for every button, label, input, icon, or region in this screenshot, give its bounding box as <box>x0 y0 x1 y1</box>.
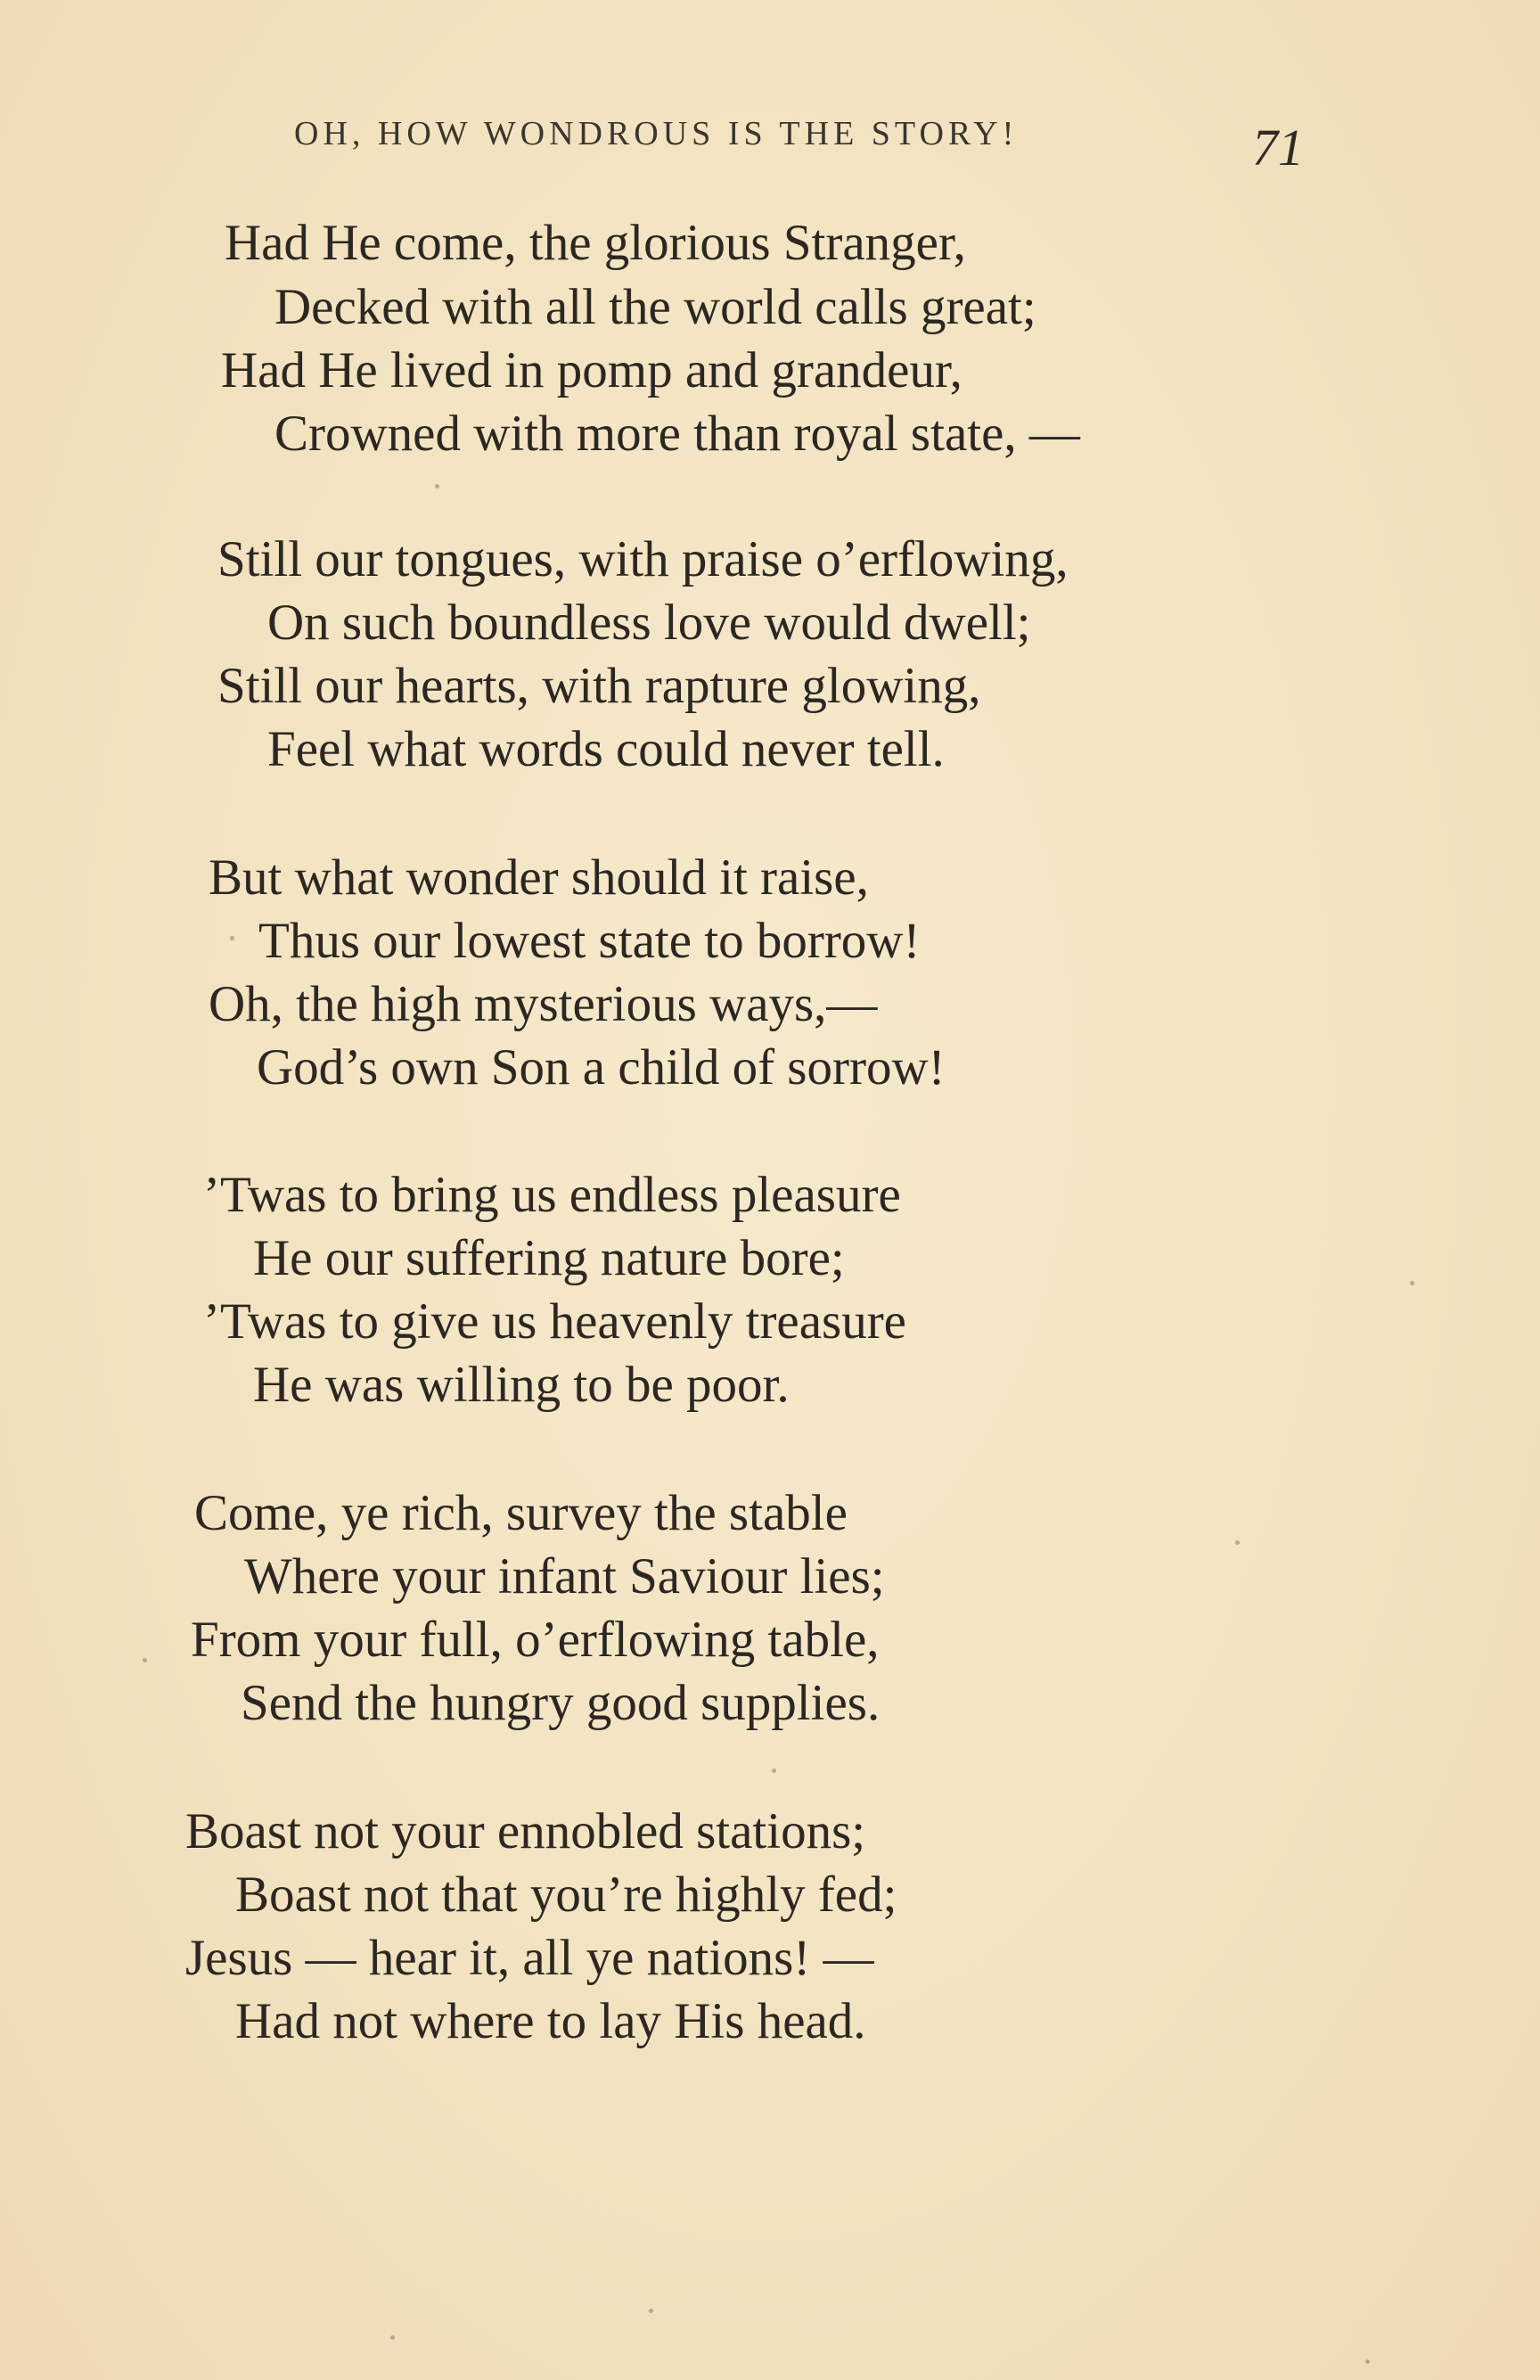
poem-line: Had He lived in pomp and grandeur, <box>221 342 962 398</box>
page-number: 71 <box>1252 119 1304 176</box>
poem-line: He was willing to be poor. <box>253 1357 790 1413</box>
poem-line: But what wonder should it raise, <box>209 849 869 906</box>
paper-speck <box>1235 1540 1240 1545</box>
poem-line: From your full, o’erflowing table, <box>191 1612 880 1668</box>
poem-line: He our suffering nature bore; <box>253 1230 845 1286</box>
poem-line: Had not where to lay His head. <box>235 1993 866 2049</box>
running-head: OH, HOW WONDROUS IS THE STORY! <box>294 115 1019 152</box>
poem-line: ’Twas to give us heavenly treasure <box>203 1293 906 1350</box>
poem-line: Decked with all the world calls great; <box>274 279 1036 335</box>
poem-line: Send the hungry good supplies. <box>241 1675 881 1731</box>
paper-speck <box>230 936 234 940</box>
poem-line: Thus our lowest state to borrow! <box>258 913 921 969</box>
poem-line: On such boundless love would dwell; <box>267 595 1031 651</box>
poem-line: Oh, the high mysterious ways,— <box>209 976 878 1032</box>
poem-line: Boast not your ennobled stations; <box>185 1803 866 1859</box>
poem-line: Boast not that you’re highly fed; <box>235 1867 897 1923</box>
paper-speck <box>143 1658 147 1662</box>
poem-line: Still our tongues, with praise o’erflowing, <box>217 531 1069 587</box>
poem-line: Where your infant Saviour lies; <box>244 1548 885 1604</box>
poem-line: Had He come, the glorious Stranger, <box>225 215 966 271</box>
paper-speck <box>1365 2359 1370 2364</box>
poem-line: Jesus — hear it, all ye nations! — <box>185 1930 874 1986</box>
paper-speck <box>772 1769 776 1773</box>
paper-speck <box>1410 1281 1414 1285</box>
poem-line: ’Twas to bring us endless pleasure <box>203 1167 901 1223</box>
poem-line: God’s own Son a child of sorrow! <box>257 1039 946 1096</box>
paper-speck <box>435 484 439 488</box>
poem-line: Feel what words could never tell. <box>267 721 945 777</box>
poem-line: Still our hearts, with rapture glowing, <box>217 658 981 714</box>
paper-speck <box>649 2309 653 2313</box>
poem-line: Crowned with more than royal state, — <box>274 406 1080 462</box>
paper-speck <box>390 2335 395 2340</box>
poem-line: Come, ye rich, survey the stable <box>194 1485 848 1541</box>
